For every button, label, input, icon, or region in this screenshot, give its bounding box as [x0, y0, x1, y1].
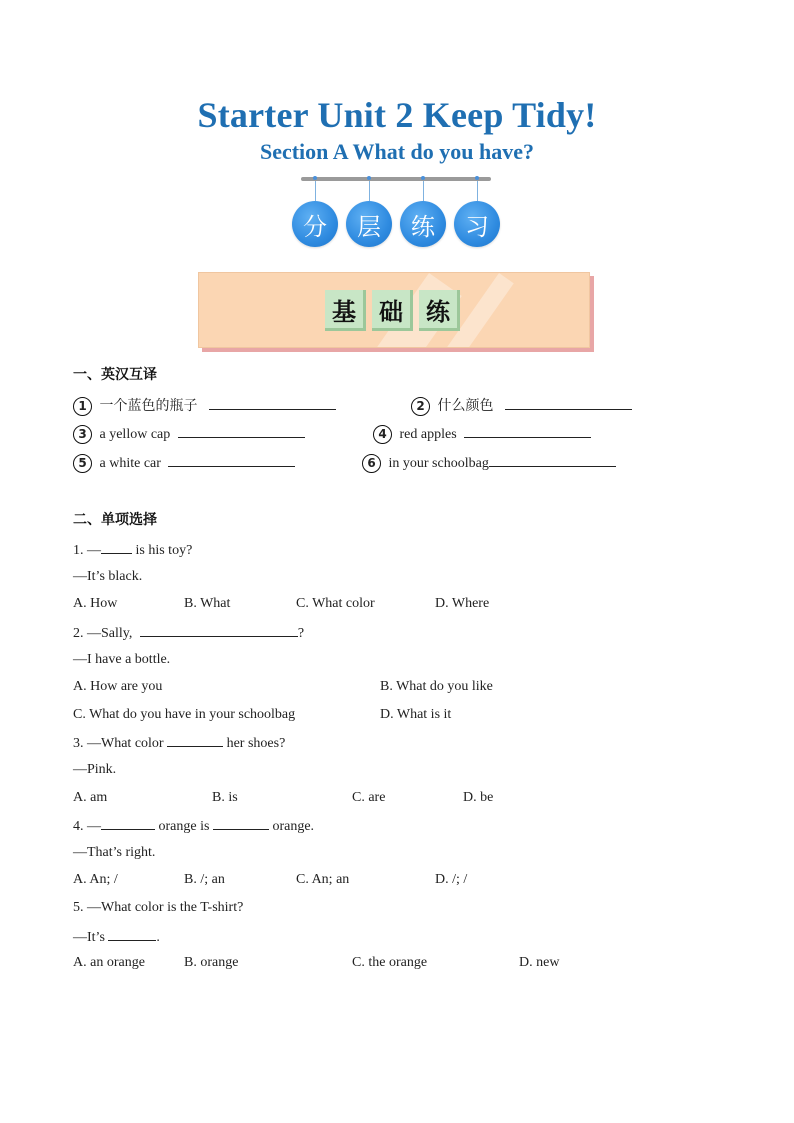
- circled-number: 5: [73, 454, 92, 473]
- q3-option-d[interactable]: D. be: [463, 790, 494, 805]
- answer-blank[interactable]: [108, 928, 156, 941]
- stem-text: is his toy?: [132, 543, 193, 558]
- q3-option-a[interactable]: A. am: [73, 790, 108, 805]
- circled-number: 4: [373, 425, 392, 444]
- answer-blank[interactable]: [140, 624, 298, 637]
- stem-text: orange is: [155, 819, 213, 834]
- q2-option-c[interactable]: C. What do you have in your schoolbag: [73, 707, 296, 722]
- answer-blank[interactable]: [168, 454, 295, 467]
- rail-dot: [475, 176, 479, 180]
- stem-text: 3. —What color: [73, 736, 168, 751]
- q4-option-d[interactable]: D. /; /: [435, 872, 468, 887]
- question-2-reply: —I have a bottle.: [73, 652, 171, 667]
- section-heading-choice: 二、单项选择: [73, 512, 157, 528]
- q4-option-c[interactable]: C. An; an: [296, 872, 350, 887]
- question-4-stem: [73, 817, 314, 835]
- answer-blank[interactable]: [505, 397, 632, 410]
- item-text: 什么颜色: [437, 398, 494, 414]
- answer-blank[interactable]: [101, 817, 155, 830]
- q3-option-b[interactable]: B. is: [212, 790, 238, 805]
- reply-text: —It’s: [73, 930, 109, 945]
- rail-dot: [313, 176, 317, 180]
- badge-lian: 练: [400, 201, 446, 247]
- answer-blank[interactable]: [213, 817, 269, 830]
- badge-fen: 分: [292, 201, 338, 247]
- translate-item-2: [411, 395, 632, 416]
- q5-option-a[interactable]: A. an orange: [73, 955, 145, 970]
- rail-dot: [421, 176, 425, 180]
- answer-blank[interactable]: [167, 734, 223, 747]
- translate-item-1: [73, 395, 336, 416]
- q5-option-b[interactable]: B. orange: [184, 955, 239, 970]
- question-1-reply: —It’s black.: [73, 569, 143, 584]
- circled-number: 3: [73, 425, 92, 444]
- circled-number: 6: [362, 454, 381, 473]
- q2-option-d[interactable]: D. What is it: [380, 707, 452, 722]
- question-3-reply: —Pink.: [73, 762, 117, 777]
- stem-text: ?: [297, 626, 305, 641]
- answer-blank[interactable]: [101, 541, 132, 554]
- answer-blank[interactable]: [464, 425, 591, 438]
- question-5-stem: 5. —What color is the T-shirt?: [73, 900, 244, 915]
- question-1-stem: [73, 541, 192, 559]
- question-2-stem: [73, 624, 304, 642]
- stem-text: 1. —: [73, 543, 101, 558]
- rail-dot: [367, 176, 371, 180]
- question-5-reply: [73, 928, 160, 946]
- item-text: a yellow cap: [99, 427, 171, 442]
- reply-text: .: [156, 930, 160, 945]
- badge-xi: 习: [454, 201, 500, 247]
- question-3-stem: [73, 734, 285, 752]
- page-subtitle: Section A What do you have?: [259, 139, 535, 164]
- q5-option-c[interactable]: C. the orange: [352, 955, 428, 970]
- answer-blank[interactable]: [489, 454, 616, 467]
- badge-hook: [477, 181, 478, 201]
- stem-text: orange.: [268, 819, 315, 834]
- q1-option-a[interactable]: A. How: [73, 596, 118, 611]
- banner-tile-lian: 练: [419, 290, 460, 331]
- q2-option-a[interactable]: A. How are you: [73, 679, 163, 694]
- answer-blank[interactable]: [209, 397, 336, 410]
- q4-option-a[interactable]: A. An; /: [73, 872, 118, 887]
- badge-ceng: 层: [346, 201, 392, 247]
- q2-option-b[interactable]: B. What do you like: [380, 679, 493, 694]
- stem-text: 4. —: [73, 819, 101, 834]
- badge-hook: [315, 181, 316, 201]
- badge-hook: [423, 181, 424, 201]
- badge-hook: [369, 181, 370, 201]
- stem-text: 2. —Sally,: [73, 626, 136, 641]
- circled-number: 2: [411, 397, 430, 416]
- section-heading-translate: 一、英汉互译: [73, 367, 157, 383]
- stem-text: her shoes?: [223, 736, 286, 751]
- answer-blank[interactable]: [178, 425, 305, 438]
- banner-tile-ji: 基: [325, 290, 366, 331]
- q1-option-d[interactable]: D. Where: [435, 596, 490, 611]
- q4-option-b[interactable]: B. /; an: [184, 872, 225, 887]
- item-text: 一个蓝色的瓶子: [99, 398, 198, 414]
- q1-option-b[interactable]: B. What: [184, 596, 231, 611]
- q5-option-d[interactable]: D. new: [519, 955, 560, 970]
- banner-tile-chu: 础: [372, 290, 413, 331]
- page-title: Starter Unit 2 Keep Tidy!: [197, 95, 597, 135]
- q3-option-c[interactable]: C. are: [352, 790, 386, 805]
- q1-option-c[interactable]: C. What color: [296, 596, 375, 611]
- question-4-reply: —That’s right.: [73, 845, 156, 860]
- item-text: a white car: [99, 456, 161, 471]
- circled-number: 1: [73, 397, 92, 416]
- item-text: in your schoolbag: [388, 456, 489, 471]
- translate-item-6: [362, 454, 616, 473]
- badge-rail: [301, 177, 491, 181]
- translate-item-5: [73, 454, 295, 473]
- translate-item-3: [73, 425, 305, 444]
- translate-item-4: [373, 425, 591, 444]
- item-text: red apples: [399, 427, 457, 442]
